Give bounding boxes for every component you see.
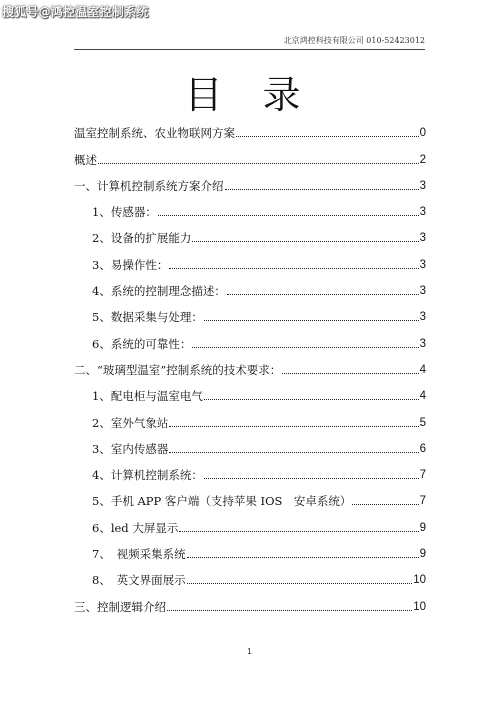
toc-entry[interactable]	[74, 377, 426, 403]
toc-entry[interactable]	[74, 219, 426, 245]
toc-entry[interactable]	[74, 114, 426, 140]
watermark: 搜狐号@鸿控温室控制系统	[2, 5, 149, 19]
toc-entry-label: 4、计算机控制系统：	[92, 468, 203, 483]
toc-entry-page: 3	[419, 337, 426, 350]
toc-entry-label: 2、室外气象站	[92, 415, 169, 430]
toc-leader-dots	[227, 294, 419, 295]
toc-entry-page: 5	[419, 416, 426, 429]
toc-entry[interactable]	[74, 561, 426, 587]
toc-entry-label: 4、系统的控制理念描述：	[92, 284, 226, 299]
page-title: 目 录	[184, 73, 315, 117]
toc-entry[interactable]	[74, 324, 426, 350]
toc-entry-page: 3	[419, 258, 426, 271]
toc-entry-label: 1、配电柜与温室电气	[92, 389, 203, 404]
toc-entry-label: 概述	[74, 152, 97, 167]
toc-entry-label: 一、计算机控制系统方案介绍	[74, 178, 224, 193]
toc-entry[interactable]	[74, 482, 426, 508]
toc-entry-page: 3	[419, 206, 426, 219]
header-divider	[74, 49, 425, 50]
toc-leader-dots	[192, 347, 418, 348]
toc-entry-label: 温室控制系统、农业物联网方案	[74, 126, 235, 141]
toc-entry[interactable]	[74, 140, 426, 166]
toc-entry-page: 10	[413, 574, 426, 587]
toc-entry-page: 9	[419, 548, 426, 561]
toc-entry-label: 5、数据采集与处理：	[92, 310, 203, 325]
toc-entry-page: 4	[419, 363, 426, 376]
toc-leader-dots	[204, 320, 419, 321]
toc-entry[interactable]	[74, 508, 426, 534]
toc-leader-dots	[236, 136, 419, 137]
toc-entry-label: 7、 视频采集系统	[92, 547, 186, 562]
toc-entry-label: 3、室内传感器	[92, 441, 169, 456]
page-number: 1	[247, 647, 252, 656]
toc-entry-page: 4	[419, 390, 426, 403]
toc-entry-page: 3	[419, 285, 426, 298]
toc-leader-dots	[169, 452, 418, 453]
toc-leader-dots	[169, 426, 418, 427]
toc-entry-label: 三、控制逻辑介绍	[74, 599, 166, 614]
toc-leader-dots	[352, 504, 418, 505]
toc-leader-dots	[98, 163, 419, 164]
toc-entry[interactable]	[74, 351, 426, 377]
toc-entry-label: 5、手机 APP 客户端（支持苹果 IOS 安卓系统）	[92, 494, 352, 509]
toc-leader-dots	[179, 531, 418, 532]
toc-entry-label: 1、传感器：	[92, 205, 157, 220]
toc-entry-page: 7	[419, 495, 426, 508]
toc-leader-dots	[167, 610, 412, 611]
toc-entry-label: 6、系统的可靠性：	[92, 336, 192, 351]
toc-entry[interactable]	[74, 193, 426, 219]
toc-entry-page: 0	[419, 127, 426, 140]
table-of-contents	[74, 114, 426, 614]
toc-entry[interactable]	[74, 430, 426, 456]
toc-leader-dots	[187, 583, 413, 584]
toc-entry[interactable]	[74, 272, 426, 298]
toc-entry[interactable]	[74, 245, 426, 271]
toc-entry-label: 8、 英文界面展示	[92, 573, 186, 588]
toc-leader-dots	[169, 268, 418, 269]
toc-leader-dots	[192, 241, 418, 242]
toc-entry[interactable]	[74, 167, 426, 193]
toc-entry[interactable]	[74, 535, 426, 561]
toc-leader-dots	[204, 478, 419, 479]
toc-entry-page: 7	[419, 469, 426, 482]
toc-entry-page: 2	[419, 153, 426, 166]
toc-entry[interactable]	[74, 456, 426, 482]
toc-entry-page: 9	[419, 521, 426, 534]
toc-leader-dots	[204, 399, 419, 400]
toc-entry[interactable]	[74, 298, 426, 324]
toc-leader-dots	[158, 215, 419, 216]
toc-entry-page: 3	[419, 232, 426, 245]
toc-entry-label: 3、易操作性：	[92, 257, 169, 272]
toc-entry-page: 3	[419, 179, 426, 192]
toc-leader-dots	[187, 557, 419, 558]
toc-entry-label: 6、led 大屏显示	[92, 520, 179, 535]
toc-leader-dots	[282, 373, 418, 374]
toc-entry-label: 2、设备的扩展能力	[92, 231, 192, 246]
toc-entry-page: 10	[413, 600, 426, 613]
toc-leader-dots	[225, 189, 419, 190]
toc-entry[interactable]	[74, 587, 426, 613]
toc-entry-page: 3	[419, 311, 426, 324]
toc-entry-page: 6	[419, 442, 426, 455]
toc-entry[interactable]	[74, 403, 426, 429]
page-header: 北京鸿控科技有限公司 010-52423012	[283, 36, 425, 45]
toc-entry-label: 二、“玻璃型温室”控制系统的技术要求：	[74, 362, 282, 377]
